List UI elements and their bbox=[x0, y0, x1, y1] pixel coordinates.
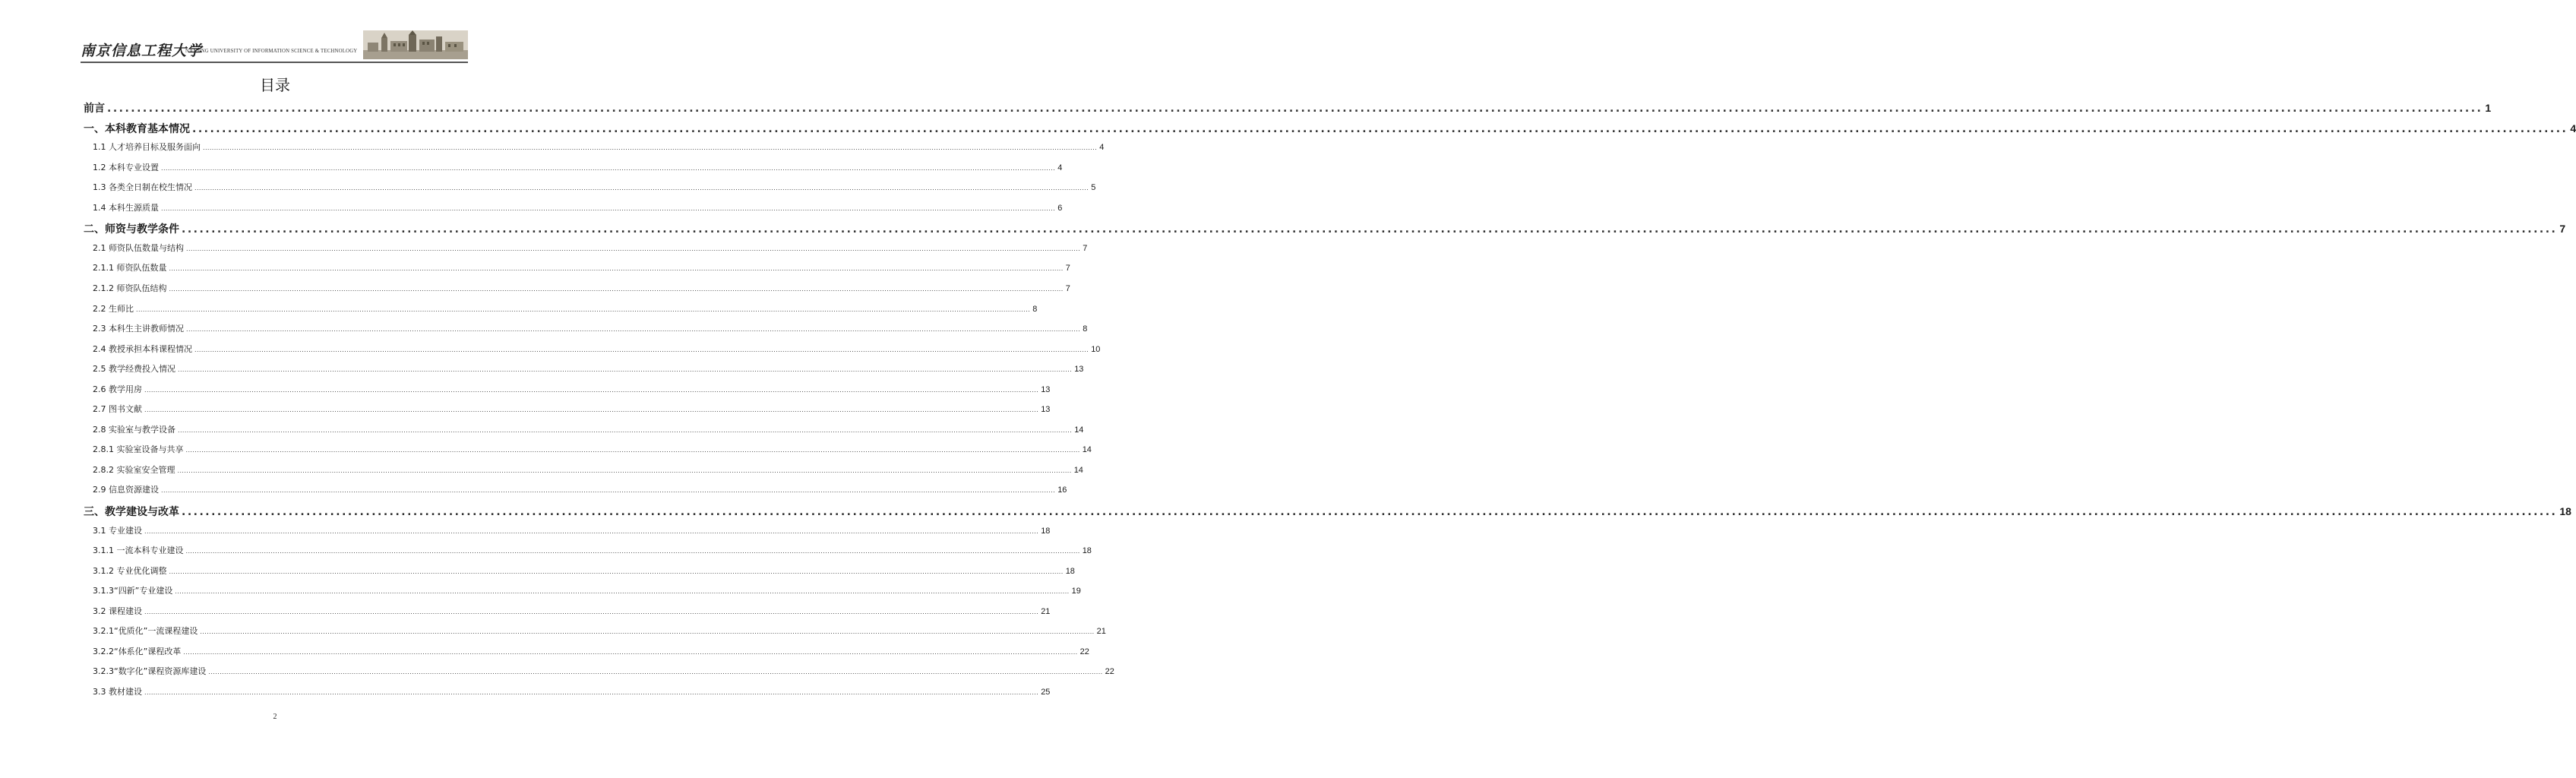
toc-entry-page: 22 bbox=[1079, 647, 1089, 656]
toc-entry-page: 18 bbox=[1065, 566, 1075, 576]
toc-entry[interactable] bbox=[84, 282, 1070, 294]
toc-leader-dots: ................................................................................................................................................................................................................................................................................................................................................................................................................ bbox=[177, 466, 1072, 474]
toc-entry-label: 2.8.1 实验室设备与共享 bbox=[93, 444, 184, 455]
toc-entry-page: 7 bbox=[1083, 243, 1088, 253]
toc-entry[interactable] bbox=[84, 221, 2566, 236]
page-number: 2 bbox=[273, 713, 277, 721]
toc-entry[interactable] bbox=[84, 524, 1051, 536]
toc-entry-label: 二、师资与教学条件 bbox=[84, 223, 179, 236]
toc-entry-page: 6 bbox=[1057, 203, 1063, 213]
toc-entry-label: 3.1.3“四新”专业建设 bbox=[93, 586, 173, 596]
toc-leader-dots: ................................................................................................................................................................................................................................................................................................................................................................................................................ bbox=[185, 548, 1080, 555]
toc-entry-label: 2.8.2 实验室安全管理 bbox=[93, 464, 175, 475]
toc-leader-dots: ................................................................................................................................................................................................................................................................................................................................................................................................................ bbox=[144, 608, 1039, 615]
toc-entry-label: 2.3 本科生主讲教师情况 bbox=[93, 324, 184, 334]
toc-leader-dots: ................................................................................................................................................................................................................................................................................................................................................................................................................ bbox=[161, 204, 1056, 212]
toc-leader-dots: ................................................................................................................................................................................................................................................................................................................................................................................................................ bbox=[169, 265, 1064, 273]
toc-entry[interactable] bbox=[84, 685, 1051, 697]
toc-leader-dots: ................................................................................................................................................................................................................................................................................................................................................................................................................ bbox=[161, 487, 1056, 495]
toc-entry-label: 1.2 本科专业设置 bbox=[93, 162, 159, 172]
toc-leader-dots: ................................................................................................................................................................................................................................................................................................................................................................................................................ bbox=[192, 122, 2568, 135]
toc-leader-dots: ................................................................................................................................................................................................................................................................................................................................................................................................................ bbox=[136, 305, 1031, 313]
toc-entry[interactable] bbox=[84, 443, 1092, 455]
toc-entry[interactable] bbox=[84, 403, 1051, 415]
toc-entry-label: 2.8 实验室与教学设备 bbox=[93, 424, 175, 435]
toc-entry-page: 21 bbox=[1041, 606, 1051, 616]
university-logo-cn: 南京信息工程大学 bbox=[81, 43, 203, 59]
university-logo-en: NANJING UNIVERSITY OF INFORMATION SCIENCE & TECHNOLOGY bbox=[185, 49, 358, 54]
toc-entry[interactable] bbox=[84, 665, 1114, 677]
toc-leader-dots: ................................................................................................................................................................................................................................................................................................................................................................................................................ bbox=[203, 144, 1098, 152]
toc-entry-label: 2.9 信息资源建设 bbox=[93, 485, 159, 495]
toc-entry-page: 4 bbox=[2570, 122, 2576, 134]
toc-leader-dots: ................................................................................................................................................................................................................................................................................................................................................................................................................ bbox=[169, 285, 1064, 293]
toc-leader-dots: ................................................................................................................................................................................................................................................................................................................................................................................................................ bbox=[186, 245, 1081, 252]
toc-entry-label: 2.5 教学经费投入情况 bbox=[93, 364, 175, 375]
toc-entry-page: 7 bbox=[2559, 223, 2566, 236]
toc-entry[interactable] bbox=[84, 161, 1063, 173]
toc-leader-dots: ................................................................................................................................................................................................................................................................................................................................................................................................................ bbox=[178, 426, 1073, 434]
toc-leader-dots: ................................................................................................................................................................................................................................................................................................................................................................................................................ bbox=[185, 447, 1080, 454]
toc-leader-dots: ................................................................................................................................................................................................................................................................................................................................................................................................................ bbox=[144, 406, 1039, 414]
toc-entry[interactable] bbox=[84, 141, 1105, 153]
toc-entry-page: 7 bbox=[1065, 283, 1070, 293]
toc-entry[interactable] bbox=[84, 504, 2571, 519]
toc-entry-label: 1.3 各类全日制在校生情况 bbox=[93, 182, 192, 193]
toc-entry-label: 一、本科教育基本情况 bbox=[84, 122, 190, 135]
toc-entry-label: 2.1.2 师资队伍结构 bbox=[93, 283, 167, 293]
toc-entry-label: 3.1.1 一流本科专业建设 bbox=[93, 546, 184, 556]
toc-entry-page: 8 bbox=[1083, 324, 1088, 334]
toc-entry-page: 18 bbox=[2559, 505, 2571, 517]
toc-entry[interactable] bbox=[84, 322, 1088, 334]
toc-entry-label: 前言 bbox=[84, 103, 105, 115]
toc-entry-label: 3.1 专业建设 bbox=[93, 525, 142, 536]
toc-entry[interactable] bbox=[84, 645, 1089, 657]
toc-entry-page: 14 bbox=[1073, 465, 1083, 475]
toc-entry[interactable] bbox=[84, 544, 1092, 556]
toc-entry-page: 4 bbox=[1099, 143, 1105, 153]
toc-entry-label: 1.4 本科生源质量 bbox=[93, 202, 159, 213]
toc-entry-page: 25 bbox=[1041, 687, 1051, 697]
toc-entry[interactable] bbox=[84, 100, 2492, 115]
toc-leader-dots: ................................................................................................................................................................................................................................................................................................................................................................................................................ bbox=[175, 588, 1070, 596]
toc-leader-dots: ................................................................................................................................................................................................................................................................................................................................................................................................................ bbox=[161, 164, 1056, 172]
toc-entry-label: 2.7 图书文献 bbox=[93, 404, 142, 415]
toc-entry-label: 3.3 教材建设 bbox=[93, 686, 142, 697]
toc-entry[interactable] bbox=[84, 201, 1063, 213]
toc-entry-label: 3.2.3“数字化”课程资源库建设 bbox=[93, 666, 207, 677]
toc-entry-page: 18 bbox=[1082, 546, 1092, 556]
toc-entry-page: 13 bbox=[1074, 365, 1084, 375]
toc-leader-dots: ................................................................................................................................................................................................................................................................................................................................................................................................................ bbox=[144, 527, 1039, 535]
toc-entry[interactable] bbox=[84, 121, 2576, 136]
toc-entry[interactable] bbox=[84, 605, 1051, 617]
toc-entry[interactable] bbox=[84, 483, 1067, 495]
toc-entry[interactable] bbox=[84, 343, 1101, 355]
toc-entry-label: 2.4 教授承担本科课程情况 bbox=[93, 343, 192, 354]
toc-entry-page: 13 bbox=[1041, 405, 1051, 415]
toc-entry[interactable] bbox=[84, 302, 1038, 315]
toc-entry-label: 1.1 人才培养目标及服务面向 bbox=[93, 142, 201, 153]
toc-entry-page: 4 bbox=[1057, 163, 1063, 172]
toc-entry-page: 13 bbox=[1041, 384, 1051, 394]
toc-leader-dots: ................................................................................................................................................................................................................................................................................................................................................................................................................ bbox=[183, 648, 1078, 656]
toc-entry-label: 2.2 生师比 bbox=[93, 303, 134, 314]
toc-entry-label: 3.1.2 专业优化调整 bbox=[93, 565, 167, 576]
toc-entry-page: 5 bbox=[1091, 183, 1096, 193]
toc-entry[interactable] bbox=[84, 383, 1051, 395]
toc-leader-dots: ................................................................................................................................................................................................................................................................................................................................................................................................................ bbox=[208, 669, 1103, 676]
toc-leader-dots: ................................................................................................................................................................................................................................................................................................................................................................................................................ bbox=[178, 366, 1073, 374]
toc-entry[interactable] bbox=[84, 362, 1084, 375]
toc-leader-dots: ................................................................................................................................................................................................................................................................................................................................................................................................................ bbox=[182, 506, 2558, 518]
toc-entry-label: 三、教学建设与改革 bbox=[84, 506, 179, 518]
toc-entry-page: 10 bbox=[1091, 344, 1101, 354]
toc-entry[interactable] bbox=[84, 261, 1070, 274]
toc-entry-page: 14 bbox=[1074, 425, 1084, 435]
toc-entry[interactable] bbox=[84, 423, 1084, 435]
toc-entry-page: 19 bbox=[1071, 587, 1081, 596]
toc-entry-page: 22 bbox=[1105, 667, 1114, 677]
toc-leader-dots: ................................................................................................................................................................................................................................................................................................................................................................................................................ bbox=[169, 568, 1064, 575]
toc-entry-page: 7 bbox=[1065, 264, 1070, 274]
toc-leader-dots: ................................................................................................................................................................................................................................................................................................................................................................................................................ bbox=[144, 386, 1039, 394]
toc-entry-page: 14 bbox=[1082, 445, 1092, 455]
toc-entry-page: 16 bbox=[1057, 485, 1067, 495]
toc-entry-page: 18 bbox=[1041, 526, 1051, 536]
toc-entry[interactable] bbox=[84, 463, 1083, 476]
toc-entry[interactable] bbox=[84, 181, 1096, 193]
toc-leader-dots: ................................................................................................................................................................................................................................................................................................................................................................................................................ bbox=[200, 628, 1095, 636]
toc-leader-dots: ................................................................................................................................................................................................................................................................................................................................................................................................................ bbox=[107, 103, 2483, 115]
toc-entry-label: 3.2.2“体系化”课程改革 bbox=[93, 646, 182, 656]
toc-entry[interactable] bbox=[84, 625, 1106, 637]
toc-leader-dots: ................................................................................................................................................................................................................................................................................................................................................................................................................ bbox=[186, 326, 1081, 334]
toc-leader-dots: ................................................................................................................................................................................................................................................................................................................................................................................................................ bbox=[144, 688, 1039, 696]
toc-entry-page: 1 bbox=[2485, 102, 2492, 114]
toc-leader-dots: ................................................................................................................................................................................................................................................................................................................................................................................................................ bbox=[194, 346, 1089, 353]
toc-title: 目录 bbox=[260, 76, 290, 94]
toc-entry[interactable] bbox=[84, 242, 1088, 254]
toc-leader-dots: ................................................................................................................................................................................................................................................................................................................................................................................................................ bbox=[182, 223, 2558, 236]
toc-entry-page: 21 bbox=[1096, 627, 1106, 637]
toc-entry[interactable] bbox=[84, 584, 1081, 596]
toc-entry-label: 2.1 师资队伍数量与结构 bbox=[93, 242, 184, 253]
toc-entry-page: 8 bbox=[1032, 304, 1038, 314]
toc-entry[interactable] bbox=[84, 565, 1075, 577]
toc-entry-label: 3.2 课程建设 bbox=[93, 606, 142, 616]
toc-entry-label: 2.1.1 师资队伍数量 bbox=[93, 263, 167, 274]
toc-leader-dots: ................................................................................................................................................................................................................................................................................................................................................................................................................ bbox=[194, 185, 1089, 192]
toc-entry-label: 3.2.1“优质化”一流课程建设 bbox=[93, 626, 198, 637]
toc-entry-label: 2.6 教学用房 bbox=[93, 384, 142, 394]
